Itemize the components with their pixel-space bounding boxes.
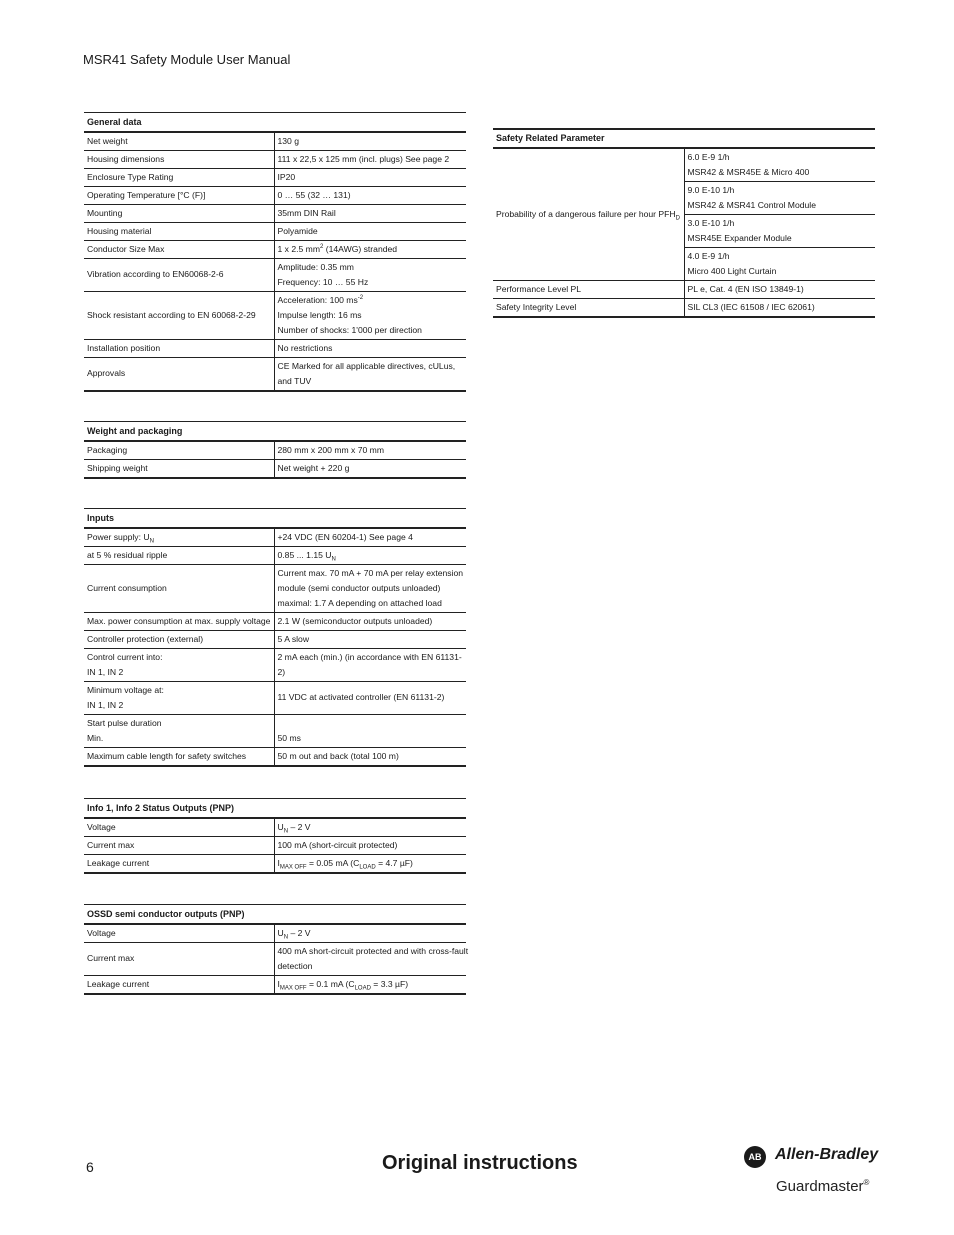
- controller-protection-value: 5 A slow: [274, 630, 466, 648]
- table-row: [84, 441, 466, 460]
- current-consumption-value: Current max. 70 mA + 70 mA per relay extension module (semi conductor outputs unloaded) maximal: 1.7 A depending on attached load: [274, 564, 466, 612]
- weight-packaging-value: 280 mm x 200 mm x 70 mm: [274, 441, 466, 460]
- ossd-voltage-value: $U_N - 2$ V: [274, 924, 466, 943]
- general-data-value: Amplitude: 0.35 mm Frequency: 10 … 55 Hz: [274, 258, 466, 291]
- table-row: [84, 339, 466, 357]
- pfh-value-3: 3.0 E-10 1/h MSR45E Expander Module: [684, 215, 875, 248]
- inputs-table: [84, 508, 466, 767]
- control-current-value: 2 mA each (min.) (in accordance with EN 61131-2): [274, 648, 466, 681]
- inputs-title: Inputs: [84, 509, 466, 528]
- general-data-title: General data: [84, 113, 466, 132]
- pfh-value-4: 4.0 E-9 1/h Micro 400 Light Curtain: [684, 248, 875, 281]
- general-data-value: 35mm DIN Rail: [274, 204, 466, 222]
- table-row: [84, 168, 466, 186]
- table-row: [84, 357, 466, 391]
- general-data-value: 1 x 2.5 $mm^2$ (14AWG) stranded: [274, 240, 466, 258]
- info-current-label: Current max: [84, 836, 274, 854]
- current-consumption-label: Current consumption: [84, 564, 274, 612]
- start-pulse-label: Start pulse duration Min.: [84, 714, 274, 747]
- info-leakage-label: Leakage current: [84, 854, 274, 873]
- general-data-label: Approvals: [84, 357, 274, 391]
- general-data-value: 130 g: [274, 132, 466, 151]
- safety-title: Safety Related Parameter: [493, 129, 875, 148]
- table-row: [84, 132, 466, 151]
- power-supply-label: Power supply: $U_N$: [84, 528, 274, 547]
- table-row: [84, 222, 466, 240]
- info-voltage-label: Voltage: [84, 818, 274, 837]
- start-pulse-value: 50 ms: [274, 714, 466, 747]
- pfh-label: Probability of a dangerous failure per hour $PFH_D$: [493, 148, 684, 281]
- ripple-label: at 5 % residual ripple: [84, 546, 274, 564]
- page-header-title: MSR41 Safety Module User Manual: [83, 52, 291, 67]
- performance-level-value: PL e, Cat. 4 (EN ISO 13849-1): [684, 281, 875, 299]
- ripple-value: 0.85 ... 1.15 $U_N$: [274, 546, 466, 564]
- pfh-value-2: 9.0 E-10 1/h MSR42 & MSR41 Control Module: [684, 182, 875, 215]
- allen-bradley-guardmaster-logo: [742, 1144, 882, 1200]
- performance-level-label: Performance Level PL: [493, 281, 684, 299]
- ab-logo-icon: AB: [744, 1146, 766, 1168]
- general-data-label: Enclosure Type Rating: [84, 168, 274, 186]
- general-data-label: Vibration according to EN60068-2-6: [84, 258, 274, 291]
- general-data-value: No restrictions: [274, 339, 466, 357]
- page-number: 6: [86, 1159, 94, 1175]
- max-power-label: Max. power consumption at max. supply voltage: [84, 612, 274, 630]
- weight-packaging-label: Shipping weight: [84, 459, 274, 478]
- general-data-value: Acceleration: 100 $ms^{-2}$ Impulse length: 16 ms Number of shocks: 1'000 per direction: [274, 291, 466, 339]
- pfh-value-1: 6.0 E-9 1/h MSR42 & MSR45E & Micro 400: [684, 148, 875, 182]
- general-data-label: Housing material: [84, 222, 274, 240]
- general-data-table: [84, 112, 466, 392]
- ossd-leakage-value: $I_{MAX OFF} = 0.1$ mA ($C_{LOAD} = 3.3$ µF): [274, 975, 466, 994]
- table-row: [84, 291, 466, 339]
- general-data-label: Mounting: [84, 204, 274, 222]
- general-data-label: Shock resistant according to EN 60068-2-29: [84, 291, 274, 339]
- general-data-value: IP20: [274, 168, 466, 186]
- weight-packaging-table: [84, 421, 466, 479]
- sil-value: SIL CL3 (IEC 61508 / IEC 62061): [684, 299, 875, 318]
- info-leakage-value: $I_{MAX OFF} = 0.05$ mA ($C_{LOAD} = 4.7$ µF): [274, 854, 466, 873]
- table-row: [84, 150, 466, 168]
- minimum-voltage-value: 11 VDC at activated controller (EN 61131-2): [274, 681, 466, 714]
- info-voltage-value: $U_N - 2$ V: [274, 818, 466, 837]
- weight-packaging-title: Weight and packaging: [84, 422, 466, 441]
- ossd-current-value: 400 mA short-circuit protected and with cross-fault detection: [274, 942, 466, 975]
- allen-bradley-wordmark: Allen-Bradley: [775, 1146, 879, 1163]
- footer-title: Original instructions: [382, 1152, 578, 1174]
- info-current-value: 100 mA (short-circuit protected): [274, 836, 466, 854]
- table-row: [84, 240, 466, 258]
- minimum-voltage-label: Minimum voltage at: IN 1, IN 2: [84, 681, 274, 714]
- general-data-label: Net weight: [84, 132, 274, 151]
- general-data-label: Operating Temperature [°C (F)]: [84, 186, 274, 204]
- table-row: [84, 459, 466, 478]
- info-status-outputs-table: [84, 798, 466, 874]
- general-data-label: Conductor Size Max: [84, 240, 274, 258]
- info-outputs-title: Info 1, Info 2 Status Outputs (PNP): [84, 799, 466, 818]
- max-power-value: 2.1 W (semiconductor outputs unloaded): [274, 612, 466, 630]
- ossd-leakage-label: Leakage current: [84, 975, 274, 994]
- weight-packaging-value: Net weight + 220 g: [274, 459, 466, 478]
- guardmaster-wordmark: Guardmaster®: [776, 1178, 870, 1195]
- weight-packaging-label: Packaging: [84, 441, 274, 460]
- cable-length-value: 50 m out and back (total 100 m): [274, 747, 466, 766]
- general-data-value: 0 … 55 (32 … 131): [274, 186, 466, 204]
- controller-protection-label: Controller protection (external): [84, 630, 274, 648]
- ossd-outputs-table: [84, 904, 469, 995]
- table-row: [84, 204, 466, 222]
- safety-parameter-table: [493, 128, 875, 318]
- control-current-label: Control current into: IN 1, IN 2: [84, 648, 274, 681]
- table-row: [84, 186, 466, 204]
- general-data-value: CE Marked for all applicable directives, cULus, and TUV: [274, 357, 466, 391]
- ossd-current-label: Current max: [84, 942, 274, 975]
- general-data-label: Installation position: [84, 339, 274, 357]
- general-data-value: Polyamide: [274, 222, 466, 240]
- ossd-voltage-label: Voltage: [84, 924, 274, 943]
- cable-length-label: Maximum cable length for safety switches: [84, 747, 274, 766]
- general-data-value: 111 x 22,5 x 125 mm (incl. plugs) See page 2: [274, 150, 466, 168]
- power-supply-value: +24 VDC (EN 60204-1) See page 4: [274, 528, 466, 547]
- ossd-outputs-title: OSSD semi conductor outputs (PNP): [84, 905, 466, 924]
- general-data-label: Housing dimensions: [84, 150, 274, 168]
- table-row: [84, 258, 466, 291]
- sil-label: Safety Integrity Level: [493, 299, 684, 318]
